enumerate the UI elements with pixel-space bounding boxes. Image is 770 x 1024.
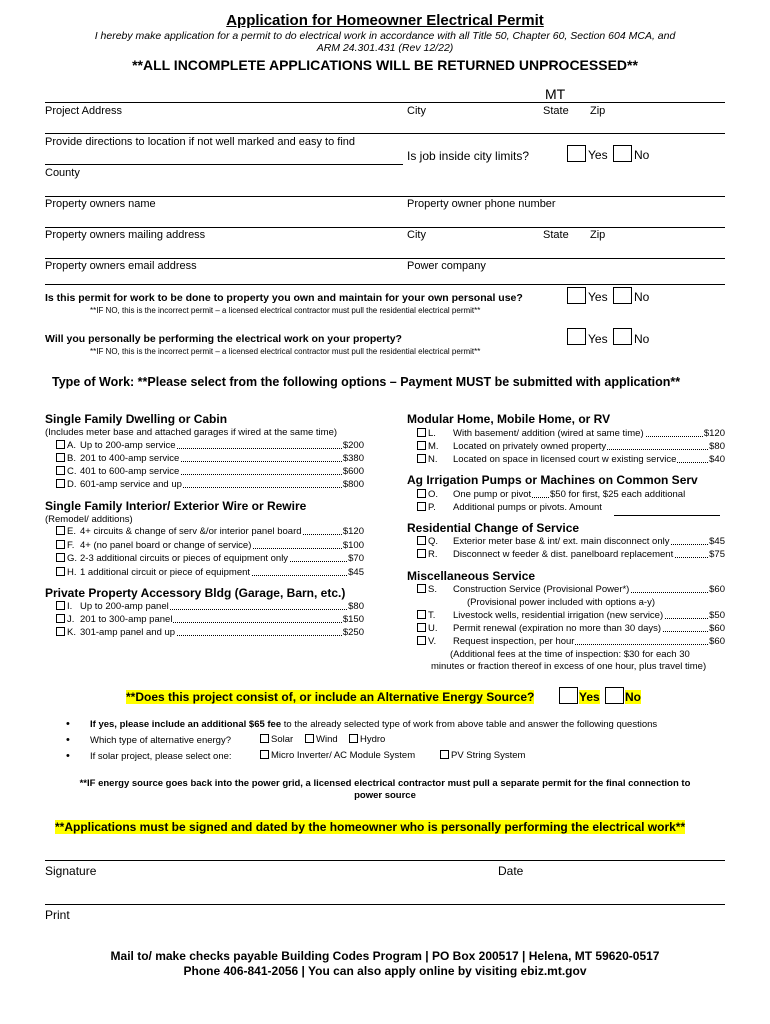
signed-notice: **Applications must be signed and dated by the homeowner who is personally performing the electrical work** xyxy=(55,820,686,834)
single-family-title: Single Family Dwelling or Cabin xyxy=(45,412,228,426)
alt-energy-yes-label: Yes xyxy=(579,690,600,704)
power-company-line[interactable] xyxy=(45,284,725,285)
perform-work-no-label: No xyxy=(634,332,650,346)
option-c-row[interactable] xyxy=(56,466,364,477)
inside-city-question: Is job inside city limits? xyxy=(407,149,530,163)
mailing-address-label: Property owners mailing address xyxy=(45,229,206,241)
interior-title: Single Family Interior/ Exterior Wire or Rewire xyxy=(45,499,307,513)
option-v-desc: Request inspection, per hour xyxy=(453,636,575,647)
option-r-checkbox[interactable] xyxy=(417,549,426,558)
option-d-checkbox[interactable] xyxy=(56,479,65,488)
owner-phone-label: Property owner phone number xyxy=(407,198,556,210)
option-s-desc: Construction Service (Provisional Power*) xyxy=(453,584,630,595)
option-v-checkbox[interactable] xyxy=(417,636,426,645)
irrigation-title: Ag Irrigation Pumps or Machines on Common Serv xyxy=(407,473,698,487)
option-h-letter: H. xyxy=(67,567,77,578)
option-o-price: $50 for first, $25 each additional xyxy=(550,489,686,500)
option-f-checkbox[interactable] xyxy=(56,540,65,549)
bullet-1-text xyxy=(90,719,657,730)
perform-work-yes-label: Yes xyxy=(588,332,608,346)
owner-name-line[interactable] xyxy=(45,196,725,197)
option-i-desc: Up to 200-amp panel xyxy=(80,601,169,612)
option-n-price: $40 xyxy=(709,454,725,465)
option-i-price: $80 xyxy=(348,601,364,612)
option-b-row[interactable] xyxy=(56,453,364,464)
option-r-letter: R. xyxy=(428,549,438,560)
print-line[interactable] xyxy=(45,904,725,905)
alt-energy-yes-checkbox[interactable] xyxy=(559,687,578,704)
energy-type-question: Which type of alternative energy? xyxy=(90,735,231,746)
wind-option[interactable] xyxy=(305,734,338,745)
wind-label: Wind xyxy=(316,734,338,745)
option-n-desc: Located on space in licensed court w existing service xyxy=(453,454,677,465)
email-label: Property owners email address xyxy=(45,260,197,272)
option-t-row[interactable] xyxy=(417,610,725,621)
own-property-yes-label: Yes xyxy=(588,290,608,304)
option-q-desc: Exterior meter base & int/ ext. main disconnect only xyxy=(453,536,670,547)
option-t-letter: T. xyxy=(428,610,436,621)
option-c-letter: C. xyxy=(67,466,77,477)
directions-line[interactable] xyxy=(45,164,403,165)
option-n-checkbox[interactable] xyxy=(417,454,426,463)
alt-energy-no-checkbox[interactable] xyxy=(605,687,624,704)
inside-city-yes-label: Yes xyxy=(588,148,608,162)
grid-note-line1: **IF energy source goes back into the power grid, a licensed electrical contractor must pull a separate permit for the final connection to xyxy=(79,778,691,789)
bullet-1-rest: to the already selected type of work from above table and answer the following questions xyxy=(281,719,658,730)
provisional-note: (Provisional power included with options a-y) xyxy=(467,597,655,608)
signature-line[interactable] xyxy=(45,860,725,861)
single-family-note: (Includes meter base and attached garages if wired at the same time) xyxy=(45,427,338,438)
option-l-price: $120 xyxy=(703,428,725,439)
option-r-row[interactable] xyxy=(417,549,725,560)
inside-city-no-label: No xyxy=(634,148,650,162)
option-o-row[interactable] xyxy=(417,489,725,500)
bullet-2: • xyxy=(66,734,70,746)
option-m-letter: M. xyxy=(428,441,439,452)
inside-city-yes-checkbox[interactable] xyxy=(567,145,586,162)
pv-string-checkbox[interactable] xyxy=(440,750,449,759)
county-label: County xyxy=(45,167,80,179)
option-b-desc: 201 to 400-amp service xyxy=(80,453,180,464)
option-n-row[interactable] xyxy=(417,454,725,465)
option-h-price: $45 xyxy=(348,567,364,578)
option-t-checkbox[interactable] xyxy=(417,610,426,619)
option-p-letter: P. xyxy=(428,502,436,513)
hydro-checkbox[interactable] xyxy=(349,734,358,743)
option-r-price: $75 xyxy=(709,549,725,560)
pv-string-label: PV String System xyxy=(451,750,526,761)
option-v-row[interactable] xyxy=(417,636,725,647)
option-u-price: $60 xyxy=(709,623,725,634)
subtitle-line1: I hereby make application for a permit to do electrical work in accordance with all Title 50, Chapter 60, Section 604 MCA, and xyxy=(94,30,676,42)
option-m-price: $80 xyxy=(709,441,725,452)
subtitle-line2: ARM 24.301.431 (Rev 12/22) xyxy=(316,42,454,54)
option-h-row[interactable] xyxy=(56,567,364,578)
option-c-checkbox[interactable] xyxy=(56,466,65,475)
option-f-letter: F. xyxy=(67,540,75,551)
owner-name-label: Property owners name xyxy=(45,198,156,210)
project-address-line[interactable] xyxy=(45,102,725,103)
option-b-checkbox[interactable] xyxy=(56,453,65,462)
micro-inverter-label: Micro Inverter/ AC Module System xyxy=(271,750,416,761)
option-l-desc: With basement/ addition (wired at same time) xyxy=(453,428,644,439)
alt-energy-question: **Does this project consist of, or include an Alternative Energy Source? xyxy=(126,690,535,704)
directions-label: Provide directions to location if not well marked and easy to find xyxy=(45,136,355,148)
option-d-desc: 601-amp service and up xyxy=(80,479,182,490)
zip-label: Zip xyxy=(590,105,606,117)
perform-work-yes-checkbox[interactable] xyxy=(567,328,586,345)
solar-label: Solar xyxy=(271,734,294,745)
option-q-row[interactable] xyxy=(417,536,725,547)
option-q-letter: Q. xyxy=(428,536,439,547)
option-d-row[interactable] xyxy=(56,479,364,490)
incomplete-warning: **ALL INCOMPLETE APPLICATIONS WILL BE RETURNED UNPROCESSED** xyxy=(132,57,638,73)
hydro-option[interactable] xyxy=(349,734,385,745)
option-s-row[interactable] xyxy=(417,584,725,595)
option-p-checkbox[interactable] xyxy=(417,502,426,511)
email-line[interactable] xyxy=(45,258,725,259)
option-k-price: $250 xyxy=(342,627,364,638)
bullet-1: • xyxy=(66,718,70,730)
date-label: Date xyxy=(498,864,524,878)
option-h-desc: 1 additional circuit or piece of equipment xyxy=(80,567,251,578)
option-j-desc: 201 to 300-amp panel xyxy=(80,614,173,625)
solar-project-question: If solar project, please select one: xyxy=(90,751,232,762)
option-s-letter: S. xyxy=(428,584,437,595)
option-e-checkbox[interactable] xyxy=(56,526,65,535)
option-o-checkbox[interactable] xyxy=(417,489,426,498)
option-u-desc: Permit renewal (expiration no more than 30 days) xyxy=(453,623,662,634)
wind-checkbox[interactable] xyxy=(305,734,314,743)
option-m-checkbox[interactable] xyxy=(417,441,426,450)
directions-top-line xyxy=(45,133,725,134)
option-e-desc: 4+ circuits & change of serv &/or interior panel board xyxy=(80,526,302,537)
option-i-letter: I. xyxy=(67,601,73,612)
own-property-no-checkbox[interactable] xyxy=(613,287,632,304)
option-r-desc: Disconnect w feeder & dist. panelboard replacement xyxy=(453,549,674,560)
option-o-desc: One pump or pivot xyxy=(453,489,532,500)
option-i-checkbox[interactable] xyxy=(56,601,65,610)
mailing-city-label: City xyxy=(407,229,426,241)
option-e-price: $120 xyxy=(342,526,364,537)
option-v-letter: V. xyxy=(428,636,437,647)
option-s-checkbox[interactable] xyxy=(417,584,426,593)
option-e-row[interactable] xyxy=(56,526,364,537)
option-q-checkbox[interactable] xyxy=(417,536,426,545)
signature-label: Signature xyxy=(45,864,97,878)
perform-work-no-checkbox[interactable] xyxy=(613,328,632,345)
footer-phone: Phone 406-841-2056 | You can also apply online by visiting ebiz.mt.gov xyxy=(183,964,587,978)
bullet-3: • xyxy=(66,750,70,762)
interior-note: (Remodel/ additions) xyxy=(45,514,133,525)
modular-title: Modular Home, Mobile Home, or RV xyxy=(407,412,611,426)
option-l-row[interactable] xyxy=(417,428,725,439)
hydro-label: Hydro xyxy=(360,734,386,745)
option-c-desc: 401 to 600-amp service xyxy=(80,466,180,477)
option-g-price: $70 xyxy=(348,553,364,564)
option-n-letter: N. xyxy=(428,454,438,465)
option-k-letter: K. xyxy=(67,627,76,638)
alt-energy-no-label: No xyxy=(625,690,641,704)
option-a-desc: Up to 200-amp service xyxy=(80,440,176,451)
option-p-desc: Additional pumps or pivots. Amount xyxy=(453,502,602,513)
option-u-row[interactable] xyxy=(417,623,725,634)
option-j-letter: J. xyxy=(67,614,75,625)
perform-work-note: **IF NO, this is the incorrect permit – a licensed electrical contractor must pull the residential electrical permit** xyxy=(90,347,481,356)
option-p-row[interactable] xyxy=(417,502,602,513)
own-property-note: **IF NO, this is the incorrect permit – a licensed electrical contractor must pull the residential electrical permit** xyxy=(90,306,481,315)
residential-change-title: Residential Change of Service xyxy=(407,521,580,535)
inside-city-no-checkbox[interactable] xyxy=(613,145,632,162)
option-q-price: $45 xyxy=(709,536,725,547)
option-g-checkbox[interactable] xyxy=(56,553,65,562)
option-d-letter: D. xyxy=(67,479,77,490)
option-v-price: $60 xyxy=(709,636,725,647)
option-u-checkbox[interactable] xyxy=(417,623,426,632)
option-o-letter: O. xyxy=(428,489,439,500)
option-a-price: $200 xyxy=(342,440,364,451)
option-g-letter: G. xyxy=(67,553,78,564)
option-j-row[interactable] xyxy=(56,614,364,625)
option-k-desc: 301-amp panel and up xyxy=(80,627,176,638)
own-property-yes-checkbox[interactable] xyxy=(567,287,586,304)
option-f-row[interactable] xyxy=(56,540,364,551)
micro-inverter-option[interactable] xyxy=(260,750,415,761)
city-label: City xyxy=(407,105,426,117)
print-label: Print xyxy=(45,908,70,922)
option-i-row[interactable] xyxy=(56,601,364,612)
solar-checkbox[interactable] xyxy=(260,734,269,743)
mailing-zip-label: Zip xyxy=(590,229,606,241)
pv-string-option[interactable] xyxy=(440,750,525,761)
state-label: State xyxy=(543,105,569,117)
power-company-label: Power company xyxy=(407,260,486,272)
option-f-desc: 4+ (no panel board or change of service) xyxy=(80,540,252,551)
project-address-label: Project Address xyxy=(45,105,123,117)
option-d-price: $800 xyxy=(342,479,364,490)
option-m-desc: Located on privately owned property xyxy=(453,441,607,452)
own-property-no-label: No xyxy=(634,290,650,304)
option-l-letter: L. xyxy=(428,428,436,439)
option-u-letter: U. xyxy=(428,623,438,634)
option-a-row[interactable] xyxy=(56,440,364,451)
perform-work-question: Will you personally be performing the electrical work on your property? xyxy=(45,333,402,345)
option-p-amount-line[interactable] xyxy=(614,515,720,516)
option-l-checkbox[interactable] xyxy=(417,428,426,437)
option-m-row[interactable] xyxy=(417,441,725,452)
option-j-price: $150 xyxy=(342,614,364,625)
option-k-row[interactable] xyxy=(56,627,364,638)
fee-note-line1: (Additional fees at the time of inspection: $30 for each 30 xyxy=(450,649,690,660)
option-g-row[interactable] xyxy=(56,553,364,564)
footer-mail: Mail to/ make checks payable Building Codes Program | PO Box 200517 | Helena, MT 59620-0517 xyxy=(110,949,660,963)
own-property-question: Is this permit for work to be done to property you own and maintain for your own personal use? xyxy=(45,292,523,304)
grid-note-line2: power source xyxy=(354,790,416,801)
option-a-letter: A. xyxy=(67,440,76,451)
accessory-title: Private Property Accessory Bldg (Garage, Barn, etc.) xyxy=(45,586,346,600)
misc-title: Miscellaneous Service xyxy=(407,569,536,583)
state-prefill: MT xyxy=(545,86,566,102)
option-k-checkbox[interactable] xyxy=(56,627,65,636)
fee-note-line2: minutes or fraction thereof in excess of one hour, plus travel time) xyxy=(431,661,707,672)
option-t-price: $50 xyxy=(709,610,725,621)
option-j-checkbox[interactable] xyxy=(56,614,65,623)
micro-inverter-checkbox[interactable] xyxy=(260,750,269,759)
option-s-price: $60 xyxy=(709,584,725,595)
option-h-checkbox[interactable] xyxy=(56,567,65,576)
type-of-work-heading: Type of Work: **Please select from the following options – Payment MUST be submitted with application** xyxy=(52,375,681,389)
option-b-price: $380 xyxy=(342,453,364,464)
mailing-address-line[interactable] xyxy=(45,227,725,228)
option-t-desc: Livestock wells, residential irrigation (new service) xyxy=(453,610,664,621)
page-title: Application for Homeowner Electrical Permit xyxy=(226,12,544,29)
option-c-price: $600 xyxy=(342,466,364,477)
solar-option[interactable] xyxy=(260,734,293,745)
bullet-1-prefix: If yes, please include an additional $65 fee xyxy=(90,719,282,730)
mailing-state-label: State xyxy=(543,229,569,241)
option-b-letter: B. xyxy=(67,453,76,464)
option-f-price: $100 xyxy=(342,540,364,551)
option-g-desc: 2-3 additional circuits or pieces of equipment only xyxy=(80,553,289,564)
option-a-checkbox[interactable] xyxy=(56,440,65,449)
option-e-letter: E. xyxy=(67,526,76,537)
